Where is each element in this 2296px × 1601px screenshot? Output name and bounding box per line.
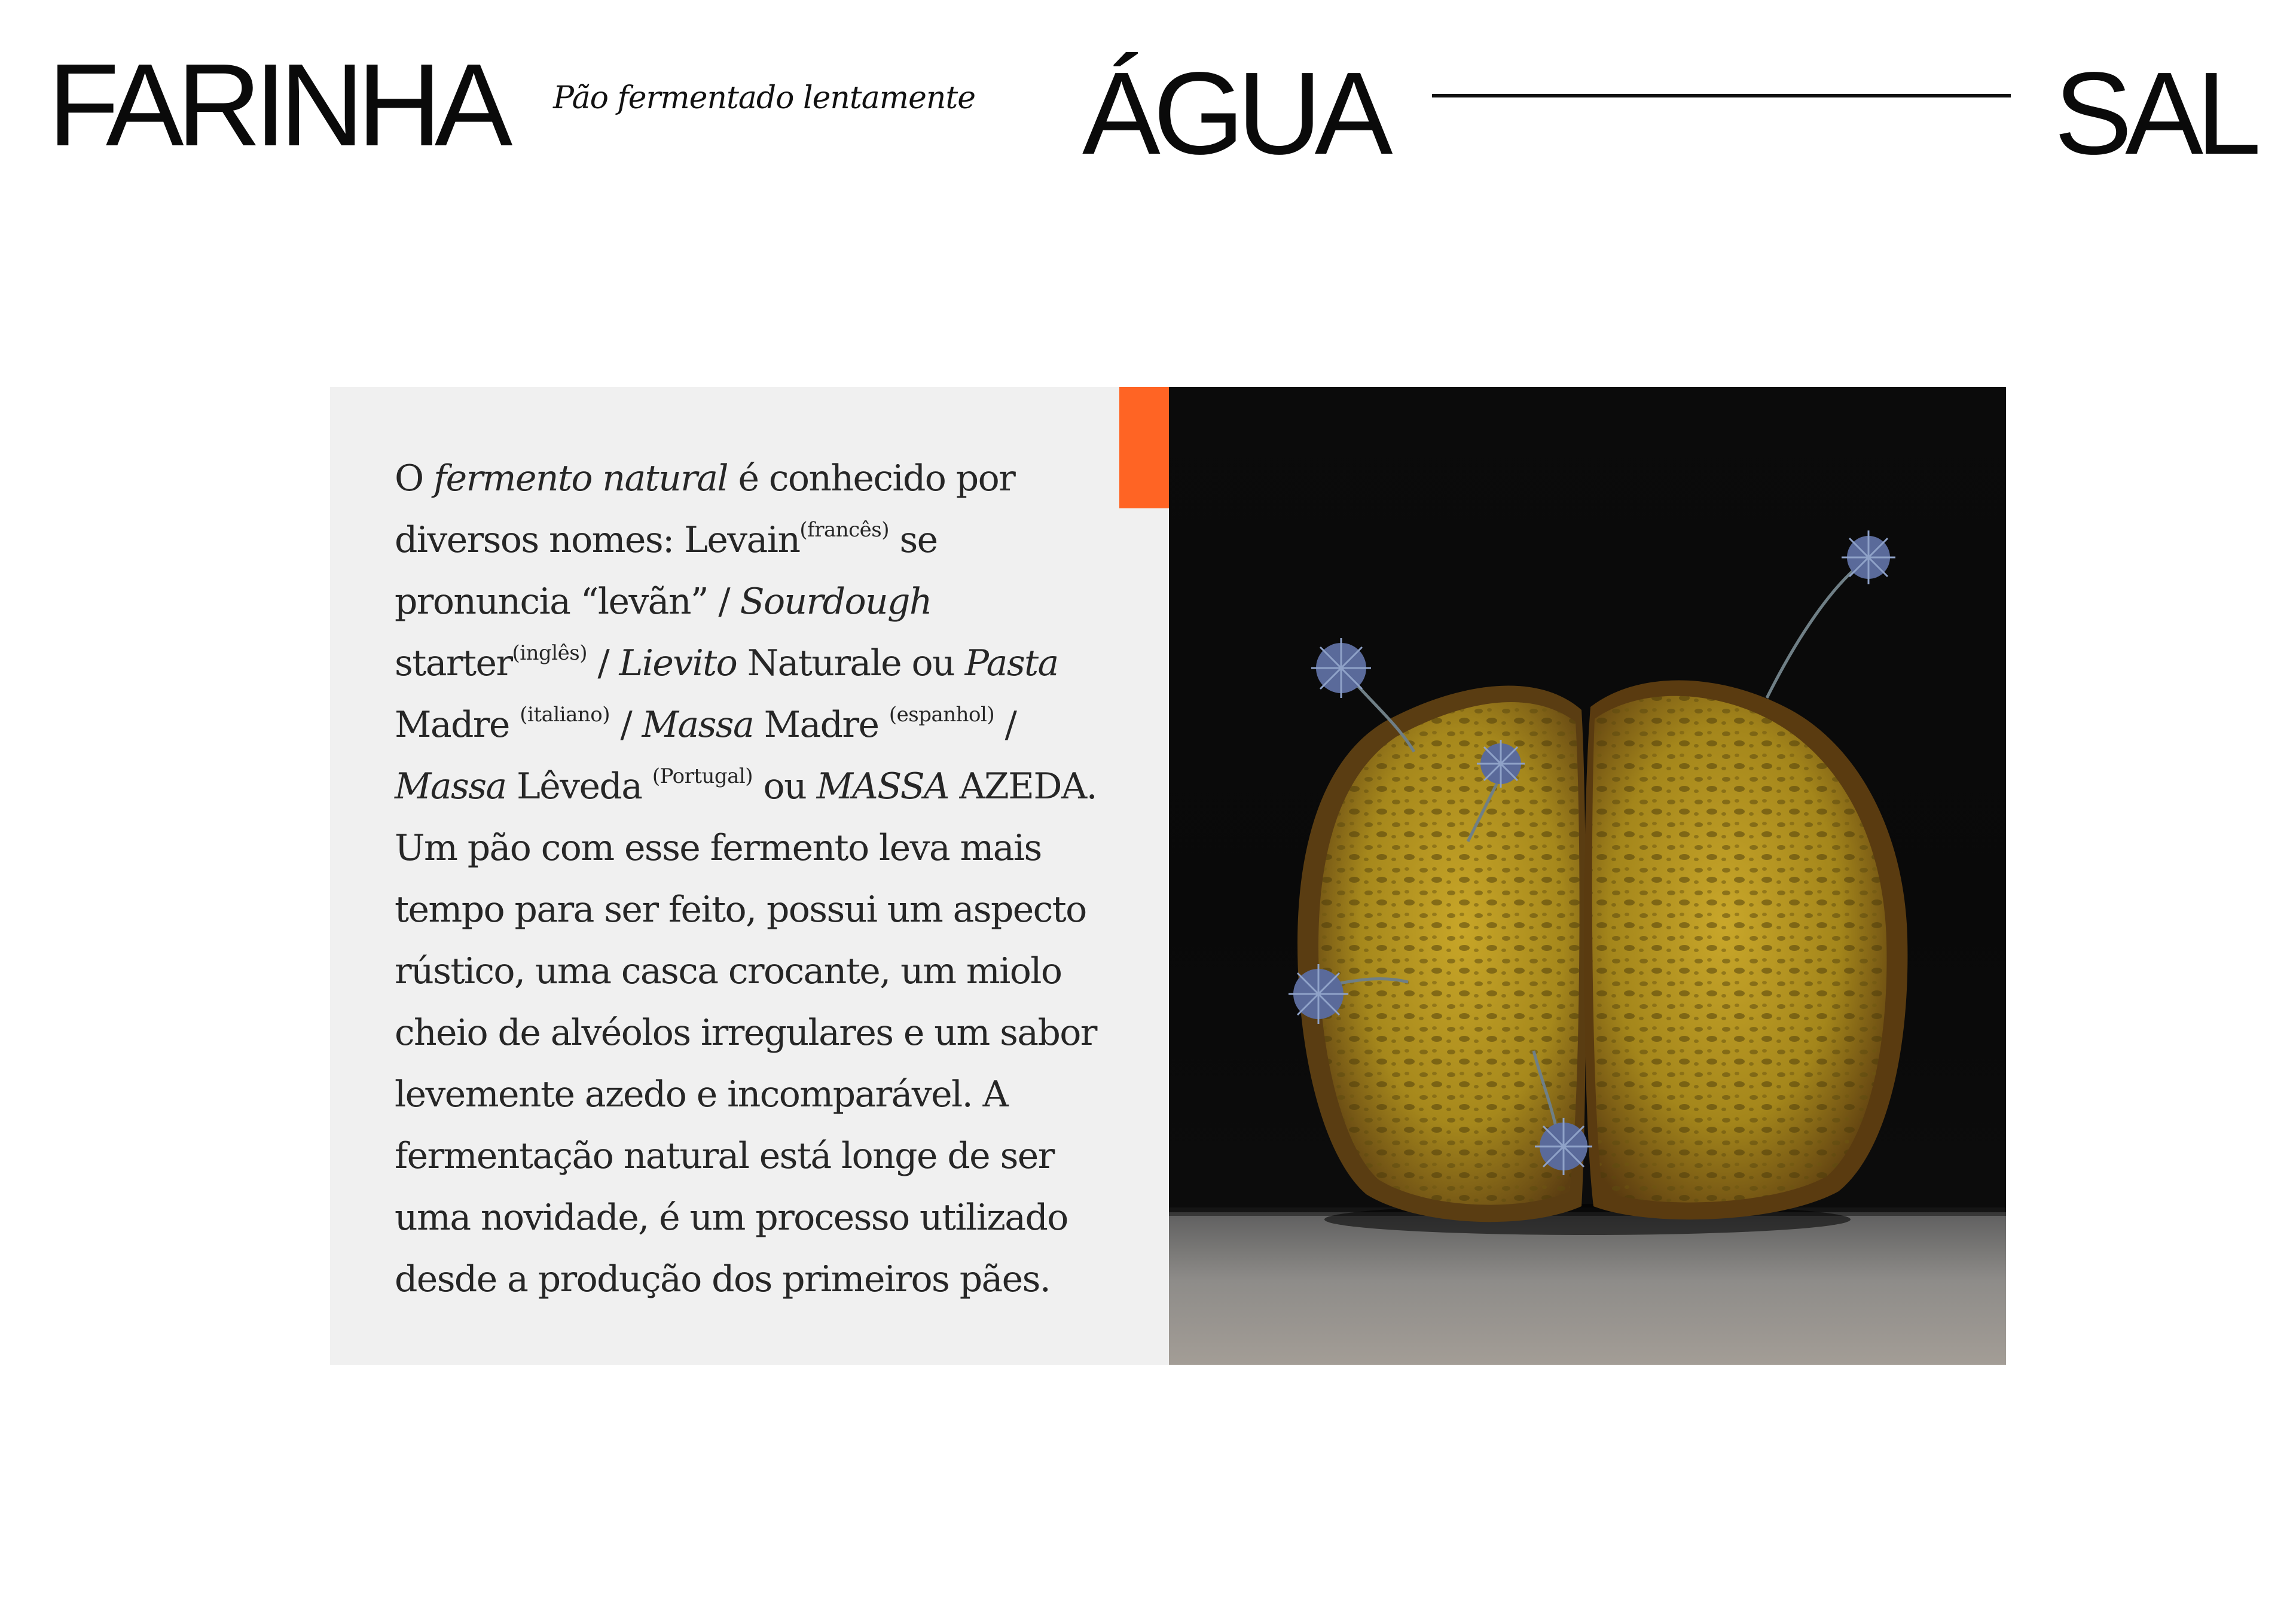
bread-illustration xyxy=(1169,387,2006,1365)
text-run: desde a produção dos primeiros pães. xyxy=(395,1258,1051,1300)
text-run: Naturale ou xyxy=(737,642,965,684)
text-run: AZEDA. xyxy=(948,766,1097,807)
text-run: ou xyxy=(753,766,817,807)
italic-term: Pasta xyxy=(964,642,1058,684)
text-run: Madre xyxy=(753,704,889,746)
text-run: se xyxy=(889,519,938,561)
italic-term: Lievito xyxy=(619,642,737,684)
italic-term: Massa xyxy=(642,704,754,746)
paragraph-line xyxy=(395,448,1142,510)
paragraph-line xyxy=(395,633,1142,694)
text-panel xyxy=(330,387,1169,1365)
italic-term: MASSA xyxy=(816,766,949,807)
italic-term: fermento natural xyxy=(433,458,728,499)
italic-term: Sourdough xyxy=(740,581,932,623)
content-card xyxy=(330,387,2006,1365)
text-run: pronuncia “levãn” / xyxy=(395,581,740,623)
text-run: / xyxy=(994,704,1016,746)
text-run: Lêveda xyxy=(506,766,652,807)
text-run: Madre xyxy=(395,704,520,746)
text-run: / xyxy=(610,704,642,746)
paragraph-line xyxy=(395,1064,1142,1126)
paragraph-line xyxy=(395,818,1142,879)
text-run: é conhecido por xyxy=(728,458,1015,499)
language-note: (espanhol) xyxy=(889,703,995,727)
paragraph-line xyxy=(395,1187,1142,1249)
text-run: Um pão com esse fermento leva mais xyxy=(395,827,1042,869)
text-run: cheio de alvéolos irregulares e um sabor xyxy=(395,1012,1097,1054)
tagline: Pão fermentado lentamente xyxy=(553,80,975,116)
text-run: starter xyxy=(395,642,512,684)
language-note: (inglês) xyxy=(512,641,587,665)
paragraph-line xyxy=(395,941,1142,1002)
text-run: diversos nomes: Levain xyxy=(395,519,800,561)
text-run: O xyxy=(395,458,434,499)
text-run: tempo para ser feito, possui um aspecto xyxy=(395,889,1086,931)
paragraph-line xyxy=(395,756,1142,818)
language-note: (francês) xyxy=(799,518,890,542)
paragraph-line xyxy=(395,571,1142,633)
header-word-agua: ÁGUA xyxy=(1082,48,1386,179)
language-note: (Portugal) xyxy=(652,764,753,788)
text-run: fermentação natural está longe de ser xyxy=(395,1135,1054,1177)
header-divider-line xyxy=(1432,94,2011,97)
text-run: / xyxy=(587,642,619,684)
header-word-farinha: FARINHA xyxy=(48,39,506,170)
paragraph-line xyxy=(395,1002,1142,1064)
italic-term: Massa xyxy=(395,766,506,807)
text-run: levemente azedo e incomparável. A xyxy=(395,1074,1008,1115)
paragraph-line xyxy=(395,1126,1142,1187)
text-run: rústico, uma casca crocante, um miolo xyxy=(395,950,1062,992)
text-run: uma novidade, é um processo utilizado xyxy=(395,1197,1068,1239)
paragraph-line xyxy=(395,879,1142,941)
table-surface xyxy=(1169,1212,2006,1365)
paragraph-line xyxy=(395,1249,1142,1310)
body-paragraph xyxy=(395,448,1142,1310)
bread-photo xyxy=(1169,387,2006,1365)
header-word-sal: SAL xyxy=(2054,48,2254,179)
paragraph-line xyxy=(395,694,1142,756)
language-note: (italiano) xyxy=(520,703,610,727)
bread-right-half xyxy=(1584,680,1907,1219)
paragraph-line xyxy=(395,510,1142,571)
